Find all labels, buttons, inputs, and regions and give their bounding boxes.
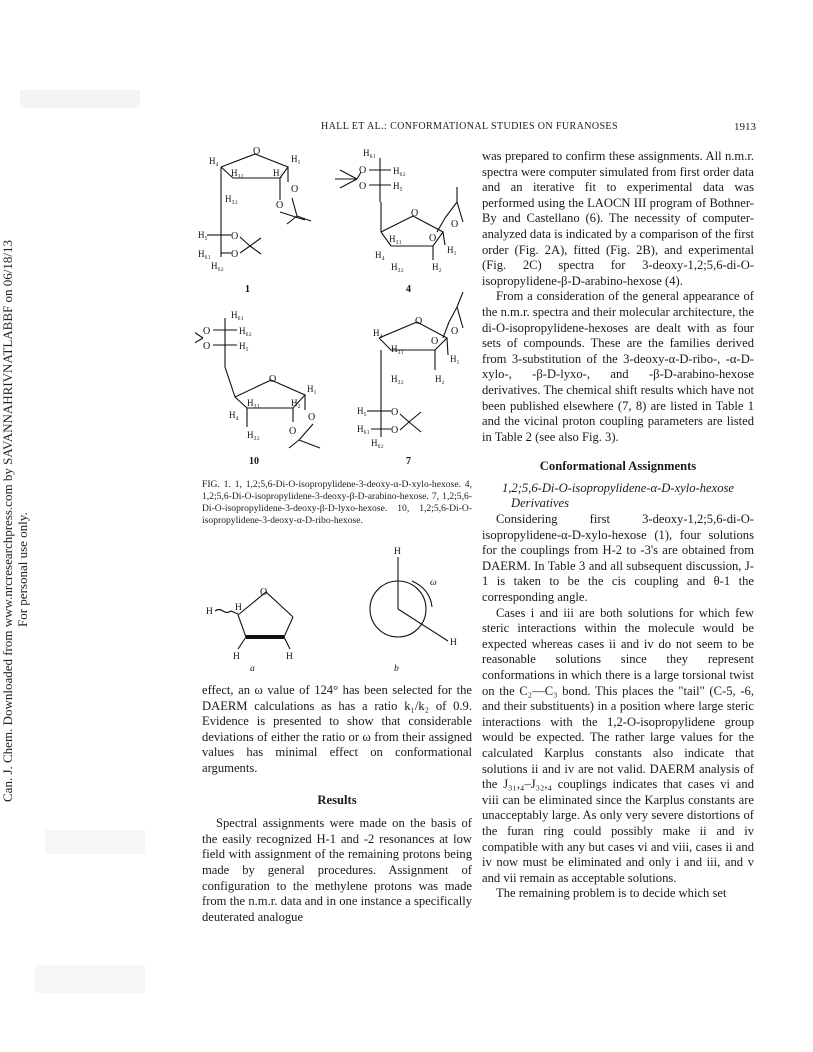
figure-2-diagrams <box>198 545 473 673</box>
svg-text:H₃₂: H₃₂ <box>391 262 404 272</box>
svg-text:O: O <box>203 341 211 352</box>
figure-2-label-b: b <box>394 664 399 673</box>
svg-text:H: H <box>286 652 293 662</box>
svg-text:O: O <box>415 316 423 327</box>
download-notice-line2: For personal use only. <box>15 512 30 627</box>
svg-text:H: H <box>206 607 213 617</box>
svg-text:H: H <box>233 652 240 662</box>
svg-text:H₆₁: H₆₁ <box>231 310 244 320</box>
svg-text:H₄: H₄ <box>229 410 239 420</box>
svg-text:H₃₁: H₃₁ <box>247 398 260 408</box>
svg-text:H₆₂: H₆₂ <box>211 261 224 271</box>
furanose-ring-diagram <box>206 587 293 662</box>
svg-text:H: H <box>450 638 457 648</box>
left-column <box>202 683 472 925</box>
svg-text:H₂: H₂ <box>435 374 445 384</box>
svg-text:H₂: H₂ <box>291 398 301 408</box>
svg-text:H₃₁: H₃₁ <box>391 344 404 354</box>
compound-label-4: 4 <box>406 284 411 295</box>
svg-text:O: O <box>291 184 299 195</box>
figure-1-caption-text: 1, 1,2;5,6-Di-O-isopropylidene-3-deoxy-α-D-xylo-hexose. 4, 1,2;5,6-Di-O-isopropylidene-3-deoxy-β-D-arabino-hexose. 7, 1,2;5,6-Di-O-isopropylidene-3-deoxy-β-D-lyxo-hexose. 10, 1,2;5,6-Di-O-isopropylidene-3-deoxy-α-D-ribo-hexose. <box>202 479 472 526</box>
compound-label-7: 7 <box>406 456 411 467</box>
svg-text:O: O <box>253 146 261 157</box>
left-paragraph-1: effect, an ω value of 124° has been selected for the DAERM calculations as has a ratio k₁/k₂ of 0.9. Evidence is presented to show that considerable deviations of either the ratio or ω from their assigned values has minimal effect on conformational arguments. <box>202 683 472 775</box>
download-notice-line1: Can. J. Chem. Downloaded from www.nrcresearchpress.com by SAVANNAHRIVNATLABBF on 06/18/13 <box>0 240 15 802</box>
svg-text:O: O <box>231 249 239 260</box>
right-paragraph-5: The remaining problem is to decide which set <box>496 886 727 901</box>
conformational-assignments-heading: Conformational Assignments <box>539 459 697 474</box>
subheading-line-1: 1,2;5,6-Di-O-isopropylidene-α-D-xylo-hexose <box>501 480 735 495</box>
svg-text:H₂: H₂ <box>432 262 442 272</box>
svg-text:O: O <box>411 208 419 219</box>
structure-compound-10 <box>195 310 320 448</box>
svg-text:H₄: H₄ <box>373 328 383 338</box>
svg-text:O: O <box>231 231 239 242</box>
svg-text:O: O <box>429 233 437 244</box>
svg-text:H₂: H₂ <box>273 168 283 178</box>
svg-text:H₆₁: H₆₁ <box>357 424 370 434</box>
svg-text:H₃₁: H₃₁ <box>389 234 402 244</box>
svg-text:H₃₂: H₃₂ <box>225 194 238 204</box>
structure-compound-7 <box>357 292 463 448</box>
right-paragraph-4: Cases i and iii are both solutions for which few steric interactions within the molecule would be expected whereas cases ii and iv do not seem to be reasonable solutions since they represent conformations in which there is a large torsional twist on the C₂—C₃ bond. This places the "tail" (C-5, -6, and their substituents) in a position where large steric interactions with the 1,2-O-isopropylidene group would be expected. The rather large values for the calculated Karplus constants also indicate that solutions ii and iv are not valid. DAERM analysis of the J₃₁,₄–J₃₂,₄ couplings indicates that cases vi and viii can be eliminated since the Karplus constants are unacceptably large. As only very severe distortions of the furan ring could possibly make ii and iv compatible with any but cases vi and viii, cases ii and iv now must be eliminated and only i and iii, and v and vii remain as acceptable solutions. <box>482 605 754 885</box>
compound-label-1: 1 <box>245 284 250 295</box>
svg-text:O: O <box>289 426 297 437</box>
svg-text:H: H <box>394 547 401 557</box>
left-paragraph-2: Spectral assignments were made on the basis of the easily recognized H-1 and -2 resonances at low field with assignment of the remaining protons being made by general procedures. Assignment of configuration to the methylene protons was made from the n.m.r. data and in one instance a specifically deuterated analogue <box>202 816 472 924</box>
scan-artifact <box>45 830 145 854</box>
svg-text:H₃₂: H₃₂ <box>391 374 404 384</box>
figure-1-structures <box>195 142 475 472</box>
svg-text:O: O <box>203 326 211 337</box>
svg-text:H₅: H₅ <box>198 230 208 240</box>
svg-text:H₅: H₅ <box>357 406 367 416</box>
svg-text:O: O <box>359 165 367 176</box>
svg-text:O: O <box>451 219 459 230</box>
svg-text:H₄: H₄ <box>375 250 385 260</box>
page-number: 1913 <box>734 121 756 133</box>
svg-text:O: O <box>260 587 268 598</box>
svg-text:H₁: H₁ <box>447 245 457 255</box>
svg-text:O: O <box>391 407 399 418</box>
download-notice <box>0 232 38 802</box>
right-paragraph-2: From a consideration of the general appearance of the n.m.r. spectra and their molecular architecture, the di-O-isopropylidene-hexoses are dealt with as four sets of compounds. These are the families derived from 3-substitution of the 3-deoxy-α-D-ribo-, -α-D-xylo-, -β-D-lyxo-, and -β-D-arabino-hexose derivatives. The chemical shift results which have not been published elsewhere (7, 8) are listed in Table 1 and the vicinal proton coupling parameters are listed in Table 2 (see also Fig. 3). <box>482 289 754 444</box>
svg-text:H₁: H₁ <box>307 384 317 394</box>
svg-text:O: O <box>359 181 367 192</box>
scan-artifact <box>20 90 140 108</box>
compound-label-10: 10 <box>249 456 259 467</box>
figure-1-caption <box>202 479 472 527</box>
svg-text:O: O <box>276 200 284 211</box>
structure-compound-4 <box>335 148 463 272</box>
right-paragraph-1: was prepared to confirm these assignments. All n.m.r. spectra were computer simulated from first order data and an iterative fit to experimental data was performed using the LAOCN III program of Bothner-By and Castellano (6). The necessity of computer-analyzed data is indicated by a comparison of the first order (Fig. 2A), fitted (Fig. 2B), and experimental (Fig. 2C) spectra for 3-deoxy-1,2;5,6-di-O-isopropylidene-β-D-arabino-hexose (4). <box>482 149 754 288</box>
structure-compound-1 <box>198 146 311 271</box>
svg-text:H₁: H₁ <box>291 154 301 164</box>
scan-artifact <box>35 965 145 993</box>
newman-projection-diagram <box>370 547 457 648</box>
svg-text:O: O <box>308 412 316 423</box>
svg-text:O: O <box>431 336 439 347</box>
svg-text:H₄: H₄ <box>209 156 219 166</box>
svg-text:H₅: H₅ <box>239 341 249 351</box>
figure-2-label-a: a <box>250 664 255 673</box>
svg-text:H₆₂: H₆₂ <box>371 438 384 448</box>
svg-text:ω: ω <box>430 578 437 588</box>
svg-text:H₁: H₁ <box>450 354 460 364</box>
running-title: HALL ET AL.: CONFORMATIONAL STUDIES ON FURANOSES <box>321 121 618 132</box>
svg-text:H: H <box>235 603 242 613</box>
svg-text:H₅: H₅ <box>393 181 403 191</box>
svg-text:H₆₂: H₆₂ <box>393 166 406 176</box>
subheading-line-2: Derivatives <box>511 496 570 511</box>
svg-text:O: O <box>451 326 459 337</box>
right-paragraph-3: Considering first 3-deoxy-1,2;5,6-di-O-isopropylidene-α-D-xylo-hexose (1), four solutions for the couplings from H-2 to -3's are obtained from DAERM. In Table 3 and all subsequent discussion, J-1 is taken to be the cis coupling and θ-1 the corresponding angle. <box>482 512 754 605</box>
svg-text:H₆₁: H₆₁ <box>363 148 376 158</box>
svg-text:H₆₂: H₆₂ <box>239 326 252 336</box>
svg-text:H₆₁: H₆₁ <box>198 249 211 259</box>
svg-text:O: O <box>391 425 399 436</box>
figure-1-caption-label: FIG. 1. <box>202 479 231 490</box>
results-heading: Results <box>317 792 357 807</box>
svg-text:H₃₂: H₃₂ <box>247 430 260 440</box>
svg-text:H₃₁: H₃₁ <box>231 168 244 178</box>
right-column <box>482 149 754 902</box>
svg-text:O: O <box>269 374 277 385</box>
